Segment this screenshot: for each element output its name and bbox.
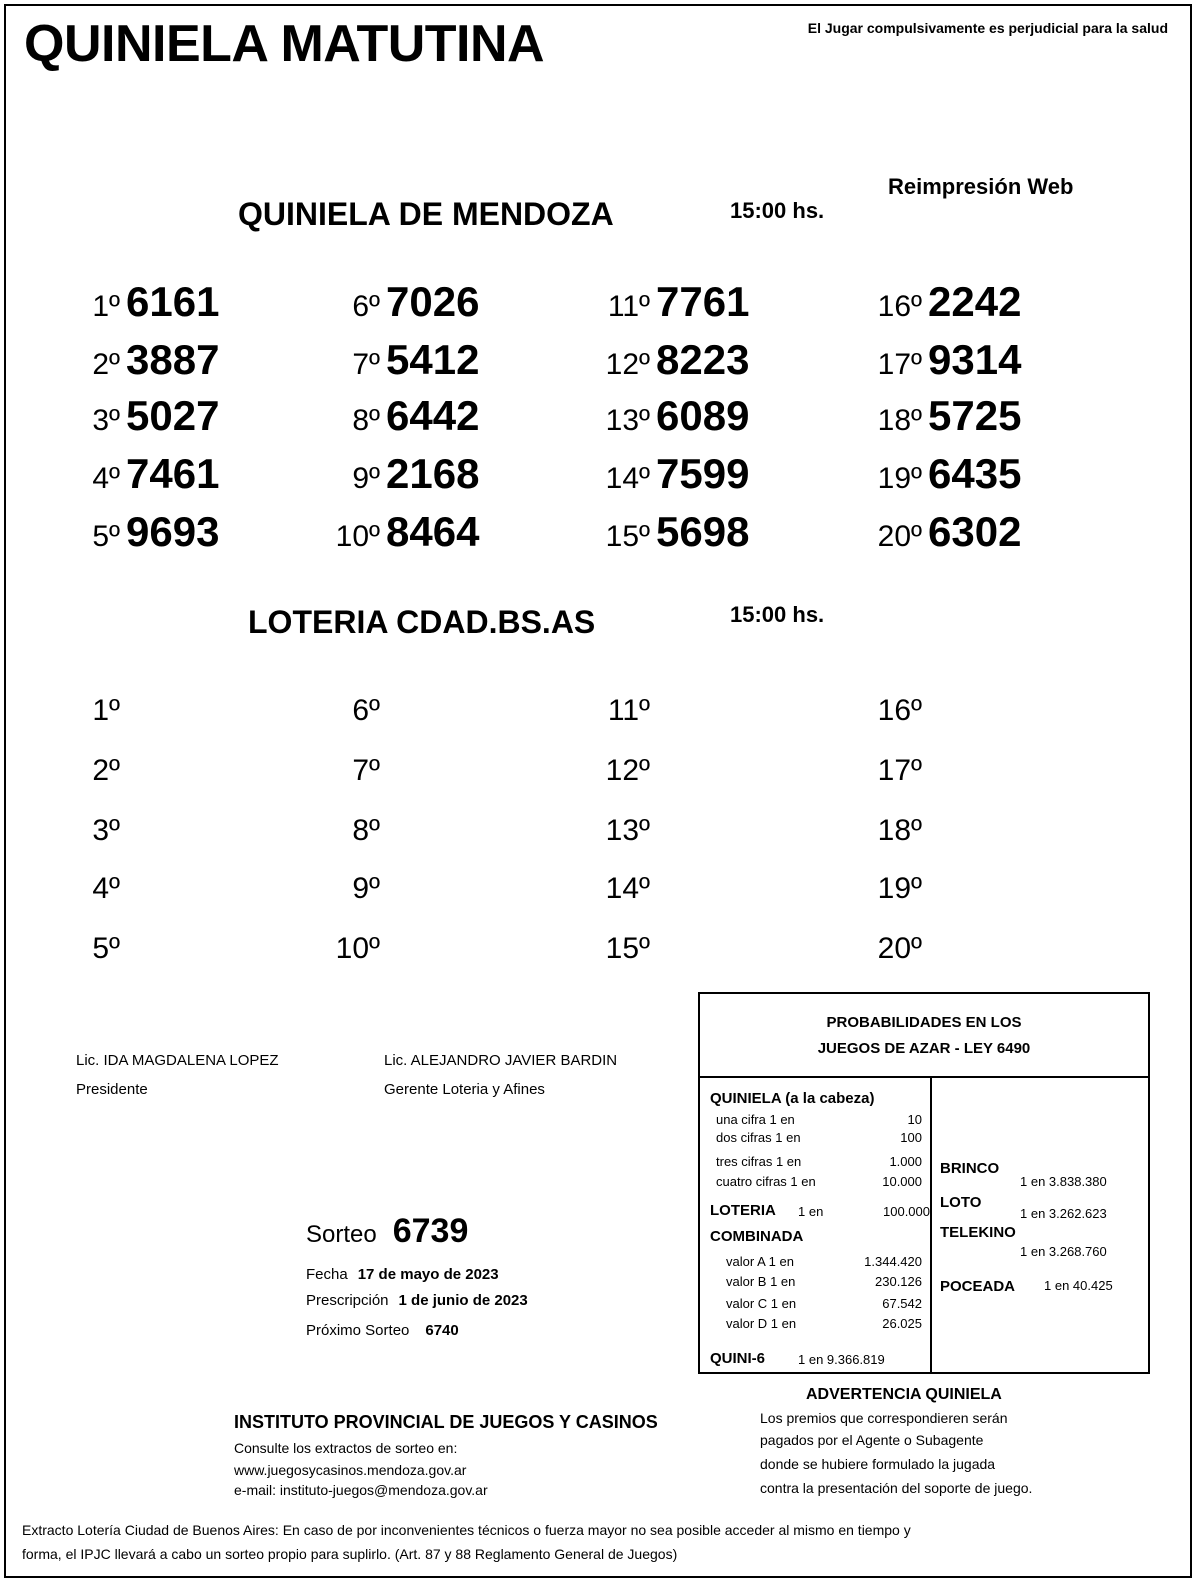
quini6-label: QUINI-6 <box>710 1350 766 1367</box>
probabilities-box <box>698 992 1150 1374</box>
result-position: 4º <box>92 462 120 495</box>
institute-website: www.juegosycasinos.mendoza.gov.ar <box>234 1462 467 1478</box>
quiniela-prob-label: dos cifras 1 en <box>716 1130 801 1145</box>
mendoza-result <box>596 392 749 440</box>
loteria-position <box>326 872 380 906</box>
loto-value: 1 en 3.262.623 <box>1020 1206 1107 1221</box>
result-position: 1º <box>92 290 120 323</box>
loteria-position-label: 5º <box>92 932 120 965</box>
loteria-position-label: 1º <box>92 694 120 727</box>
result-position: 19º <box>877 462 922 495</box>
result-number: 7599 <box>656 450 750 497</box>
result-number: 6435 <box>928 450 1022 497</box>
quiniela-prob-label: tres cifras 1 en <box>716 1154 802 1169</box>
loteria-position-label: 14º <box>605 872 650 905</box>
mendoza-result <box>66 278 219 326</box>
loteria-position <box>596 694 650 728</box>
result-position: 14º <box>605 462 650 495</box>
result-number: 7026 <box>386 278 480 325</box>
probabilities-title-2: JUEGOS DE AZAR - LEY 6490 <box>817 1040 1031 1057</box>
fecha-value: 17 de mayo de 2023 <box>357 1266 499 1283</box>
loteria-position-label: 13º <box>605 814 650 847</box>
combinada-label: valor B 1 en <box>726 1274 796 1289</box>
result-position: 3º <box>92 404 120 437</box>
loteria-position-label: 18º <box>877 814 922 847</box>
combinada-value: 230.126 <box>875 1274 922 1289</box>
loteria-prob-label: LOTERIA <box>710 1202 776 1219</box>
loteria-position <box>868 814 922 848</box>
loteria-position-label: 6º <box>352 694 380 727</box>
mendoza-result <box>66 392 219 440</box>
loteria-position <box>596 872 650 906</box>
mendoza-result <box>326 392 479 440</box>
advertencia-line: pagados por el Agente o Subagente <box>760 1432 984 1448</box>
result-position: 17º <box>877 348 922 381</box>
result-number: 8464 <box>386 508 480 555</box>
loteria-position-label: 12º <box>605 754 650 787</box>
loteria-position-label: 3º <box>92 814 120 847</box>
result-number: 8223 <box>656 336 750 383</box>
loteria-position <box>66 814 120 848</box>
brinco-value: 1 en 3.838.380 <box>1020 1174 1107 1189</box>
quiniela-prob-value: 10.000 <box>882 1174 922 1189</box>
result-number: 6161 <box>126 278 220 325</box>
result-number: 6442 <box>386 392 480 439</box>
result-number: 6302 <box>928 508 1022 555</box>
mendoza-result <box>326 450 479 498</box>
loteria-position-label: 17º <box>877 754 922 787</box>
loteria-position <box>66 694 120 728</box>
sorteo-number: 6739 <box>392 1212 469 1250</box>
result-number: 9314 <box>928 336 1022 383</box>
result-position: 6º <box>352 290 380 323</box>
mendoza-result <box>596 336 749 384</box>
loteria-position-label: 20º <box>877 932 922 965</box>
loteria-position <box>868 754 922 788</box>
quiniela-prob-value: 1.000 <box>889 1154 922 1169</box>
quiniela-prob-label: cuatro cifras 1 en <box>716 1174 816 1189</box>
result-number: 5698 <box>656 508 750 555</box>
mendoza-result <box>66 336 219 384</box>
combinada-label: valor D 1 en <box>726 1316 797 1331</box>
result-position: 8º <box>352 404 380 437</box>
result-position: 20º <box>877 520 922 553</box>
result-position: 18º <box>877 404 922 437</box>
loteria-position-label: 8º <box>352 814 380 847</box>
loto-label: LOTO <box>940 1194 982 1211</box>
mendoza-result <box>326 336 479 384</box>
manager-name: Lic. ALEJANDRO JAVIER BARDIN <box>384 1052 618 1069</box>
proximo-row <box>306 1322 459 1339</box>
combinada-title: COMBINADA <box>710 1228 804 1245</box>
loteria-position <box>66 932 120 966</box>
prescripcion-label: Prescripción <box>306 1292 389 1309</box>
loteria-prob-mid: 1 en <box>798 1204 824 1219</box>
poceada-value: 1 en 40.425 <box>1044 1278 1113 1293</box>
loteria-position <box>596 754 650 788</box>
combinada-value: 1.344.420 <box>864 1254 922 1269</box>
combinada-value: 26.025 <box>882 1316 922 1331</box>
result-number: 7761 <box>656 278 750 325</box>
president-role: Presidente <box>76 1081 148 1098</box>
result-number: 3887 <box>126 336 220 383</box>
quiniela-prob-title: QUINIELA (a la cabeza) <box>710 1090 875 1107</box>
advertencia-line: contra la presentación del soporte de juego. <box>760 1480 1033 1496</box>
loteria-position-label: 9º <box>352 872 380 905</box>
result-number: 6089 <box>656 392 750 439</box>
mendoza-result <box>868 508 1021 556</box>
quiniela-prob-value: 100 <box>900 1130 922 1145</box>
combinada-value: 67.542 <box>882 1296 922 1311</box>
loteria-position-label: 2º <box>92 754 120 787</box>
result-position: 13º <box>605 404 650 437</box>
mendoza-result <box>326 278 479 326</box>
reprint-label: Reimpresión Web <box>888 174 1074 199</box>
loteria-position <box>868 694 922 728</box>
manager-role: Gerente Loteria y Afines <box>384 1081 545 1098</box>
mendoza-result <box>868 278 1021 326</box>
footer-line-2: forma, el IPJC llevará a cabo un sorteo propio para suplirlo. (Art. 87 y 88 Reglamento General de Juegos) <box>22 1546 678 1562</box>
loteria-position <box>596 814 650 848</box>
result-number: 9693 <box>126 508 220 555</box>
sorteo-label: Sorteo <box>306 1221 377 1248</box>
loteria-prob-value: 100.000 <box>883 1204 930 1219</box>
loteria-position-label: 7º <box>352 754 380 787</box>
loteria-position-label: 10º <box>335 932 380 965</box>
fecha-row <box>306 1266 499 1283</box>
probabilities-header <box>700 994 1148 1078</box>
extract-sheet <box>4 4 1192 1578</box>
telekino-value: 1 en 3.268.760 <box>1020 1244 1107 1259</box>
advertencia-title: ADVERTENCIA QUINIELA <box>806 1386 1002 1403</box>
loteria-position-label: 11º <box>607 694 650 727</box>
quini6-value: 1 en 9.366.819 <box>798 1352 885 1367</box>
institute-title: INSTITUTO PROVINCIAL DE JUEGOS Y CASINOS <box>234 1412 658 1432</box>
loteria-position <box>868 872 922 906</box>
combinada-label: valor A 1 en <box>726 1254 794 1269</box>
mendoza-result <box>326 508 479 556</box>
institute-email: e-mail: instituto-juegos@mendoza.gov.ar <box>234 1482 488 1498</box>
probabilities-left <box>700 1078 932 1372</box>
loteria-position <box>868 932 922 966</box>
poceada-label: POCEADA <box>940 1278 1016 1295</box>
loteria-position <box>66 872 120 906</box>
result-position: 5º <box>92 520 120 553</box>
loteria-time: 15:00 hs. <box>730 602 825 627</box>
page-title: QUINIELA MATUTINA <box>24 15 545 73</box>
prescripcion-value: 1 de junio de 2023 <box>398 1292 528 1309</box>
result-position: 12º <box>605 348 650 381</box>
result-position: 15º <box>605 520 650 553</box>
health-warning: El Jugar compulsivamente es perjudicial para la salud <box>807 20 1168 36</box>
mendoza-result <box>868 392 1021 440</box>
advertencia-line: donde se hubiere formulado la jugada <box>760 1456 996 1472</box>
advertencia-line: Los premios que correspondieren serán <box>760 1410 1008 1426</box>
result-position: 2º <box>92 348 120 381</box>
footer-line-1: Extracto Lotería Ciudad de Buenos Aires: En caso de por inconvenientes técnicos o fuerza mayor no sea posible acceder al mismo en tiempo y <box>22 1522 911 1538</box>
result-position: 9º <box>352 462 380 495</box>
result-number: 5725 <box>928 392 1022 439</box>
result-number: 7461 <box>126 450 220 497</box>
result-position: 11º <box>607 290 650 323</box>
loteria-position-label: 15º <box>605 932 650 965</box>
result-number: 2242 <box>928 278 1022 325</box>
proximo-value: 6740 <box>425 1322 459 1339</box>
result-number: 5027 <box>126 392 220 439</box>
loteria-position <box>326 694 380 728</box>
telekino-label: TELEKINO <box>940 1224 1016 1241</box>
loteria-position <box>326 754 380 788</box>
quiniela-prob-value: 10 <box>907 1112 922 1127</box>
president-name: Lic. IDA MAGDALENA LOPEZ <box>76 1052 279 1069</box>
sorteo-block <box>306 1212 468 1251</box>
loteria-position-label: 4º <box>92 872 120 905</box>
mendoza-result <box>868 336 1021 384</box>
fecha-label: Fecha <box>306 1266 348 1283</box>
loteria-title: LOTERIA CDAD.BS.AS <box>248 604 596 640</box>
result-position: 16º <box>877 290 922 323</box>
result-position: 7º <box>352 348 380 381</box>
result-number: 2168 <box>386 450 480 497</box>
mendoza-result <box>868 450 1021 498</box>
prescripcion-row <box>306 1292 528 1309</box>
mendoza-title: QUINIELA DE MENDOZA <box>238 196 614 232</box>
mendoza-result <box>596 450 749 498</box>
mendoza-result <box>596 508 749 556</box>
quiniela-prob-label: una cifra 1 en <box>716 1112 795 1127</box>
combinada-label: valor C 1 en <box>726 1296 797 1311</box>
mendoza-time: 15:00 hs. <box>730 198 825 223</box>
result-number: 5412 <box>386 336 480 383</box>
loteria-position-label: 16º <box>877 694 922 727</box>
result-position: 10º <box>335 520 380 553</box>
loteria-position <box>326 932 380 966</box>
proximo-label: Próximo Sorteo <box>306 1322 410 1339</box>
loteria-position <box>326 814 380 848</box>
probabilities-title-1: PROBABILIDADES EN LOS <box>826 1014 1022 1031</box>
loteria-position <box>596 932 650 966</box>
mendoza-result <box>66 450 219 498</box>
loteria-position-label: 19º <box>877 872 922 905</box>
loteria-position <box>66 754 120 788</box>
mendoza-result <box>596 278 749 326</box>
institute-line-1: Consulte los extractos de sorteo en: <box>234 1440 458 1456</box>
mendoza-result <box>66 508 219 556</box>
brinco-label: BRINCO <box>940 1160 1000 1177</box>
